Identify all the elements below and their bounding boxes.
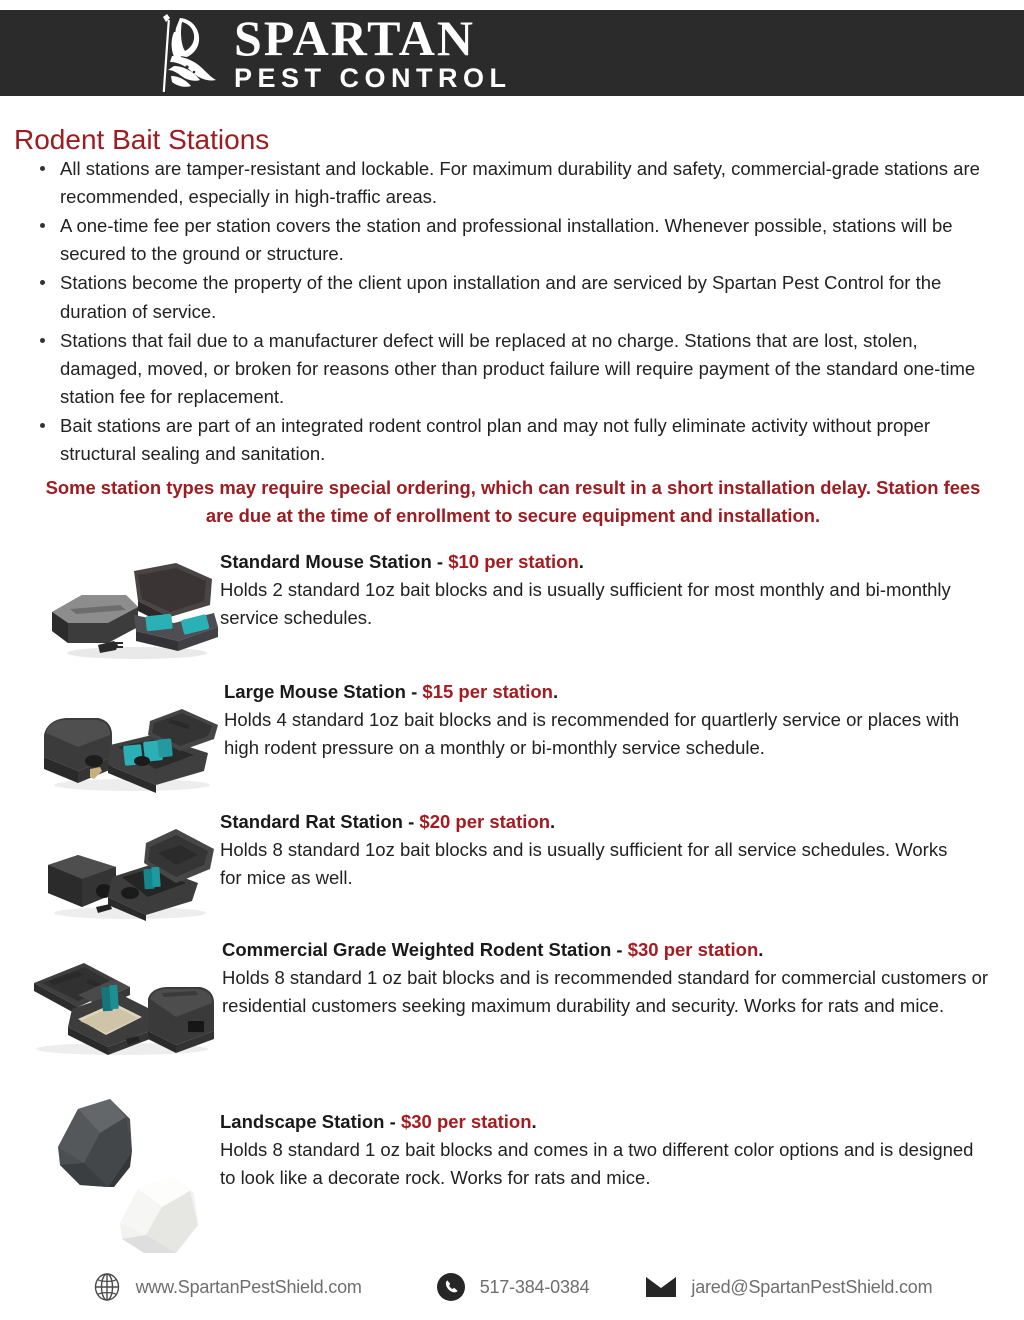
- product-price: $20 per station: [419, 811, 550, 832]
- product-row-standard-mouse-station: [0, 545, 1024, 675]
- policy-bullet-list: [20, 155, 1004, 469]
- footer-email[interactable]: [645, 1275, 932, 1299]
- product-list: [0, 545, 1024, 1241]
- product-separator: -: [384, 1111, 401, 1132]
- product-price: $30 per station: [400, 1111, 532, 1132]
- product-description: Holds 8 standard 1 oz bait blocks and is recommended standard for commercial customers or residential customers seeking maximum durability and security. Works for rats and mice.: [222, 966, 989, 1017]
- product-period: .: [758, 939, 764, 960]
- product-title: [220, 1109, 984, 1136]
- list-item: All stations are tamper-resistant and lockable. For maximum durability and safety, commercial-grade stations are recommended, especially in high-traffic areas.: [58, 155, 1004, 211]
- product-name: Landscape Station: [220, 1111, 385, 1132]
- product-separator: -: [405, 681, 423, 702]
- product-price: $10 per station: [448, 551, 579, 572]
- product-separator: -: [402, 811, 420, 832]
- product-title: [222, 937, 1000, 964]
- list-item: A one-time fee per station covers the station and professional installation. Whenever possible, stations will be secured to the ground or structure.: [58, 212, 1004, 268]
- product-description: Holds 8 standard 1oz bait blocks and is usually sufficient for all service schedules. Works for mice as well.: [220, 838, 948, 889]
- standard-mouse-station-image: [0, 545, 220, 662]
- list-item: Stations become the property of the client upon installation and are serviced by Spartan Pest Control for the duration of service.: [58, 269, 1004, 325]
- brand-name: SPARTAN: [234, 10, 475, 66]
- product-period: .: [552, 681, 559, 702]
- phone-text: 517-384-0384: [479, 1276, 590, 1297]
- large-mouse-station-image: [0, 675, 224, 795]
- brand-logo: [150, 12, 512, 94]
- product-name: Standard Rat Station: [220, 811, 403, 832]
- product-separator: -: [611, 939, 628, 960]
- product-title: [220, 549, 984, 576]
- product-period: .: [531, 1111, 537, 1132]
- list-item: Stations that fail due to a manufacturer defect will be replaced at no charge. Stations that are lost, stolen, damaged, moved, or broken for reasons other than product failure will require payment of the standard one-time station fee for replacement.: [58, 327, 1004, 411]
- product-description: Holds 2 standard 1oz bait blocks and is usually sufficient for most monthly and bi-monthly service schedules.: [220, 578, 951, 629]
- phone-icon: [436, 1272, 466, 1302]
- landscape-station-image: [0, 1081, 220, 1254]
- product-separator: -: [431, 551, 449, 572]
- product-row-commercial-grade-weighted-rodent-station: [0, 933, 1024, 1081]
- page-title: Rodent Bait Stations: [14, 123, 270, 155]
- website-text: www.SpartanPestShield.com: [135, 1276, 362, 1297]
- product-description: Holds 4 standard 1oz bait blocks and is recommended for quartlerly service or places with high rodent pressure on a monthly or bi-monthly service schedule.: [224, 708, 960, 759]
- product-name: Large Mouse Station: [224, 681, 406, 702]
- globe-icon: [92, 1272, 122, 1302]
- product-row-landscape-station: [0, 1081, 1024, 1241]
- brand-tagline: PEST CONTROL: [234, 63, 512, 93]
- email-text: jared@SpartanPestShield.com: [691, 1276, 933, 1297]
- spartan-helmet-icon: [150, 12, 220, 94]
- contact-footer: [0, 1272, 1024, 1302]
- product-period: .: [578, 551, 584, 572]
- product-price: $15 per station: [422, 681, 553, 702]
- product-name: Commercial Grade Weighted Rodent Station: [222, 939, 612, 960]
- list-item: Bait stations are part of an integrated rodent control plan and may not fully eliminate activity without proper structural sealing and sanitation.: [58, 412, 1004, 468]
- special-ordering-notice: Some station types may require special ordering, which can result in a short installation delay. Station fees are due at the time of enrollment to secure equipment and installation.: [45, 477, 981, 526]
- product-name: Standard Mouse Station: [220, 551, 432, 572]
- footer-website[interactable]: [92, 1272, 362, 1302]
- product-row-standard-rat-station: [0, 805, 1024, 933]
- product-title: [224, 679, 994, 706]
- envelope-icon: [645, 1275, 677, 1299]
- product-description: Holds 8 standard 1 oz bait blocks and comes in a two different color options and is designed to look like a decorate rock. Works for rats and mice.: [220, 1138, 974, 1189]
- brand-header-bar: [0, 10, 1024, 96]
- commercial-grade-weighted-rodent-station-image: [0, 933, 222, 1060]
- product-row-large-mouse-station: [0, 675, 1024, 805]
- product-title: [220, 809, 964, 836]
- standard-rat-station-image: [0, 805, 220, 923]
- product-period: .: [550, 811, 556, 832]
- product-price: $30 per station: [627, 939, 759, 960]
- footer-phone[interactable]: [436, 1272, 590, 1302]
